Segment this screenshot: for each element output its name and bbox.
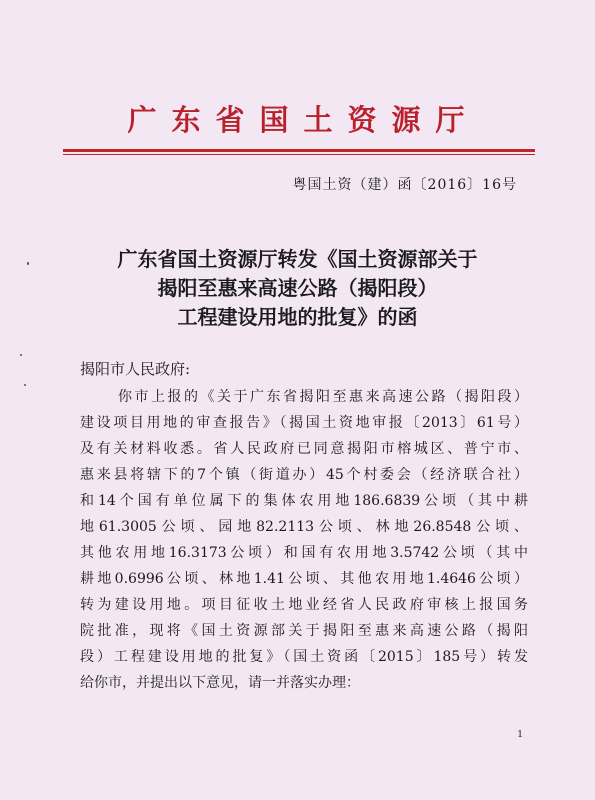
body-line: 你市上报的《关于广东省揭阳至惠来高速公路（揭阳段） xyxy=(118,389,528,405)
heading-line: 工程建设用地的批复》的函 xyxy=(177,305,418,329)
body-line: 耕地0.6996公顷、林地1.41公顷、其他农用地1.4646公顷） xyxy=(80,571,528,587)
body-line: 建设项目用地的审查报告》（揭国土资地审报〔2013〕61号） xyxy=(80,415,528,431)
red-header-rule-thin xyxy=(63,154,535,155)
heading-line: 广东省国土资源厅转发《国土资源部关于 xyxy=(117,247,478,271)
red-header-rule-thick xyxy=(63,149,535,152)
issuing-authority-title: 广东省国土资源厅 xyxy=(127,103,480,137)
body-line: 段）工程建设用地的批复》（国土资函〔2015〕185号）转发 xyxy=(80,649,528,665)
body-line: 院批准，现将《国土资源部关于揭阳至惠来高速公路（揭阳 xyxy=(80,623,528,639)
salutation: 揭阳市人民政府: xyxy=(80,360,191,378)
body-line: 给你市，并提出以下意见，请一并落实办理： xyxy=(80,675,360,691)
scan-speck xyxy=(27,262,29,265)
document-heading xyxy=(0,245,595,332)
scan-speck xyxy=(20,354,22,356)
body-line: 及有关材料收悉。省人民政府已同意揭阳市榕城区、普宁市、 xyxy=(80,441,528,457)
heading-line: 揭阳至惠来高速公路（揭阳段） xyxy=(157,276,438,300)
body-line: 地61.3005公顷、园地82.2113公顷、林地26.8548公顷、 xyxy=(80,519,528,535)
document-number: 粤国土资（建）函〔2016〕16号 xyxy=(292,177,517,193)
body-paragraph xyxy=(80,384,528,696)
body-line: 转为建设用地。项目征收土地业经省人民政府审核上报国务 xyxy=(80,597,528,613)
body-line: 惠来县将辖下的7个镇（街道办）45个村委会（经济联合社） xyxy=(80,467,528,483)
page-number: 1 xyxy=(517,730,523,740)
body-line: 和14个国有单位属下的集体农用地186.6839公顷（其中耕 xyxy=(80,493,528,509)
scan-speck xyxy=(24,384,26,386)
body-line: 其他农用地16.3173公顷）和国有农用地3.5742公顷（其中 xyxy=(80,545,528,561)
